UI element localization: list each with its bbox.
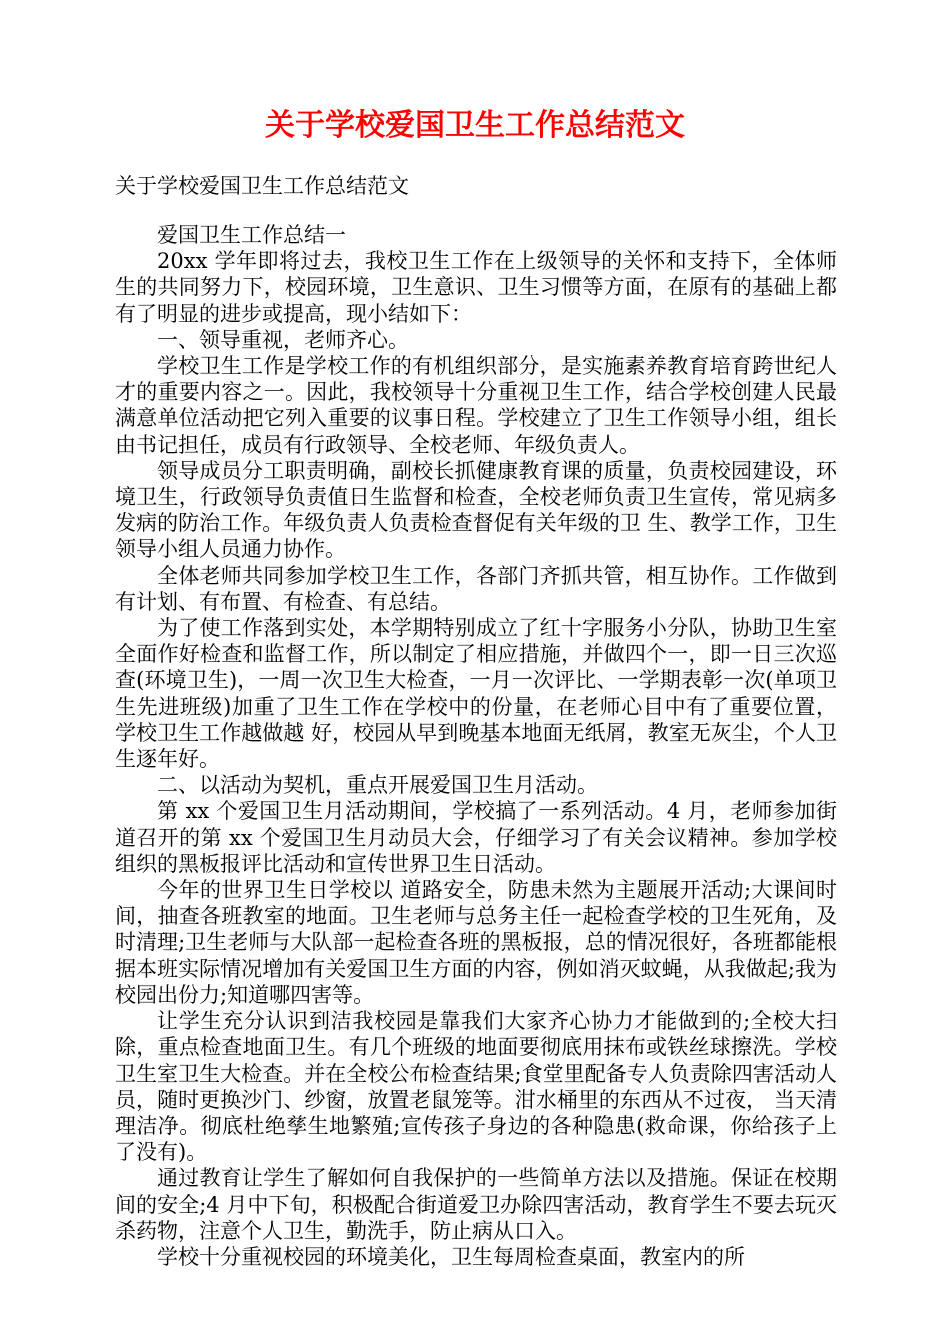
document-subtitle: 关于学校爱国卫生工作总结范文 bbox=[115, 174, 409, 198]
paragraph: 通过教育让学生了解如何自我保护的一些简单方法以及措施。保证在校期间的安全;4 月中下旬，积极配合街道爱卫办除四害活动，教育学生不要去玩灭杀药物，注意个人卫生，勤洗手，防止病从口入。 bbox=[115, 1166, 837, 1243]
section-heading: 二、以活动为契机，重点开展爱国卫生月活动。 bbox=[157, 773, 598, 798]
section-heading: 一、领导重视，老师齐心。 bbox=[157, 327, 409, 352]
paragraph: 第 xx 个爱国卫生月活动期间，学校搞了一系列活动。4 月，老师参加街道召开的第 xx 个爱国卫生月动员大会，仔细学习了有关会议精神。参加学校组织的黑板报评比活动和宣传世界卫生日活动。 bbox=[115, 799, 837, 876]
paragraph: 为了使工作落到实处，本学期特别成立了红十字服务小分队，协助卫生室全面作好检查和监督工作，所以制定了相应措施，并做四个一，即一日三次巡查(环境卫生)，一周一次卫生大检查，一月一次评比、一学期表彰一次(单项卫生先进班级)加重了卫生工作在学校中的份量，在老师心目中有了重要位置，学校卫生工作越做越 好，校园从早到晚基本地面无纸屑，教室无灰尘，个人卫生逐年好。 bbox=[115, 616, 837, 772]
paragraph: 让学生充分认识到洁我校园是靠我们大家齐心协力才能做到的;全校大扫除，重点检查地面卫生。有几个班级的地面要彻底用抹布或铁丝球擦洗。学校卫生室卫生大检查。并在全校公布检查结果;食堂里配备专人负责除四害活动人员，随时更换沙门、纱窗，放置老鼠笼等。泔水桶里的东西从不过夜， 当天清理洁净。彻底杜绝孳生地繁殖;宣传孩子身边的各种隐患(救命课，你给孩子上了没有)。 bbox=[115, 1009, 837, 1165]
paragraph: 今年的世界卫生日学校以 道路安全，防患未然为主题展开活动;大课间时间，抽查各班教室的地面。卫生老师与总务主任一起检查学校的卫生死角，及时清理;卫生老师与大队部一起检查各班的黑板报，总的情况很好，各班都能根据本班实际情况增加有关爱国卫生方面的内容，例如消灭蚊蝇，从我做起;我为校园出份力;知道哪四害等。 bbox=[115, 878, 837, 1007]
paragraph: 学校卫生工作是学校工作的有机组织部分，是实施素养教育培育跨世纪人才的重要内容之一。因此，我校领导十分重视卫生工作，结合学校创建人民最满意单位活动把它列入重要的议事日程。学校建立了卫生工作领导小组，组长由书记担任，成员有行政领导、全校老师、年级负责人。 bbox=[115, 354, 837, 457]
paragraph: 全体老师共同参加学校卫生工作，各部门齐抓共管，相互协作。工作做到有计划、有布置、有检查、有总结。 bbox=[115, 563, 837, 614]
paragraph: 领导成员分工职责明确，副校长抓健康教育课的质量，负责校园建设，环境卫生，行政领导负责值日生监督和检查，全校老师负责卫生宣传，常见病多发病的防治工作。年级负责人负责检查督促有关年级的卫 生、教学工作，卫生领导小组人员通力协作。 bbox=[115, 458, 837, 562]
paragraph: 学校十分重视校园的环境美化，卫生每周检查桌面，教室内的所 bbox=[157, 1244, 745, 1269]
paragraph: 20xx 学年即将过去，我校卫生工作在上级领导的关怀和支持下，全体师生的共同努力下，校园环境，卫生意识、卫生习惯等方面，在原有的基础上都有了明显的进步或提高，现小结如下： bbox=[115, 249, 837, 326]
document-title: 关于学校爱国卫生工作总结范文 bbox=[265, 108, 685, 143]
section-heading: 爱国卫生工作总结一 bbox=[157, 223, 346, 247]
document-body bbox=[115, 222, 837, 1270]
